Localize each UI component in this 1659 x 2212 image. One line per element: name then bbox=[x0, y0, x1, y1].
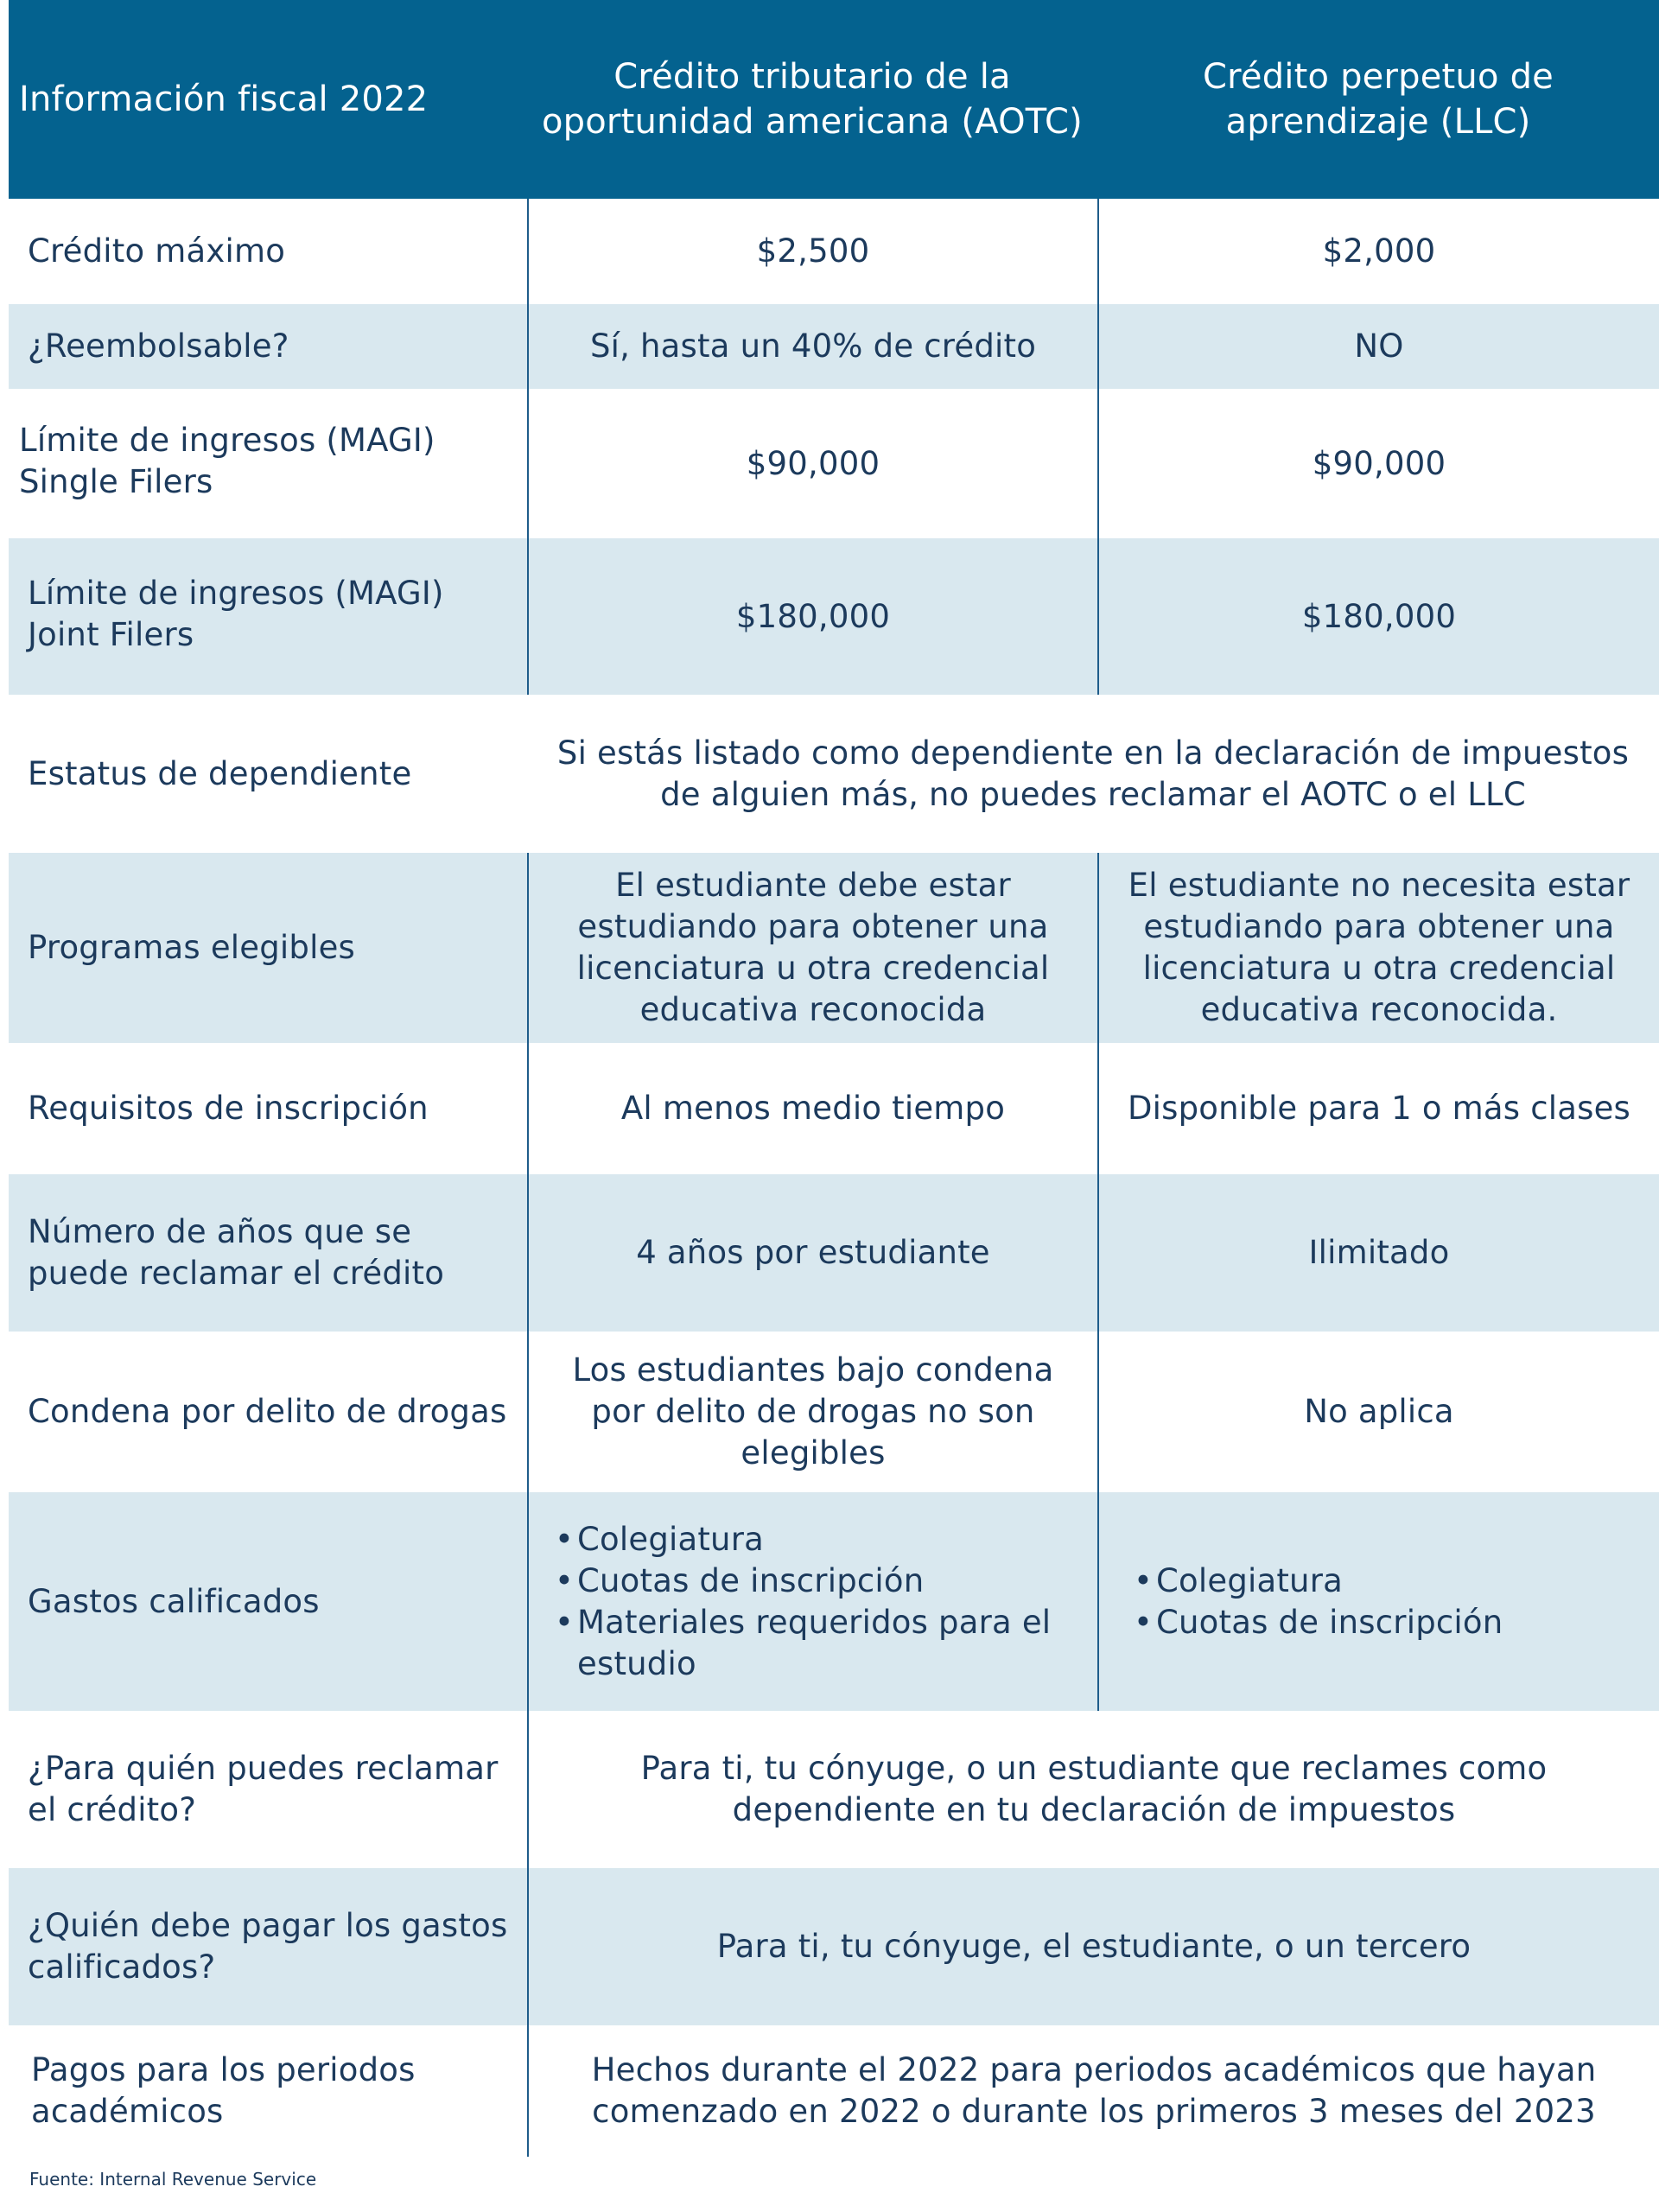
llc-value: $90,000 bbox=[1097, 389, 1659, 538]
row-label-line2: Single Filers bbox=[19, 463, 213, 500]
list-item bbox=[1134, 1602, 1645, 1643]
row-label bbox=[9, 389, 527, 538]
llc-value: El estudiante no necesita estar estudiando para obtener una licenciatura u otra credencial educativa reconocida. bbox=[1097, 853, 1659, 1043]
table-row-drogas bbox=[9, 1332, 1659, 1492]
list-item-text: Cuotas de inscripción bbox=[577, 1561, 925, 1599]
row-label: Gastos calificados bbox=[28, 1582, 320, 1620]
bullet-icon: • bbox=[1134, 1603, 1154, 1641]
aotc-bullet-list bbox=[527, 1492, 1097, 1711]
llc-value: Disponible para 1 o más clases bbox=[1097, 1043, 1659, 1174]
aotc-value: Al menos medio tiempo bbox=[527, 1043, 1097, 1174]
row-label: Estatus de dependiente bbox=[28, 754, 412, 792]
llc-value: $180,000 bbox=[1097, 538, 1659, 695]
aotc-value: Los estudiantes bajo condena por delito de drogas no son elegibles bbox=[527, 1332, 1097, 1492]
list-item bbox=[1134, 1560, 1645, 1602]
row-label: ¿Para quién puedes reclamar el crédito? bbox=[28, 1750, 499, 1828]
header-llc: Crédito perpetuo de aprendizaje (LLC) bbox=[1203, 57, 1554, 142]
aotc-value: $90,000 bbox=[527, 389, 1097, 538]
both-value: Para ti, tu cónyuge, el estudiante, o un tercero bbox=[527, 1868, 1659, 2025]
table-row-para-quien bbox=[9, 1711, 1659, 1868]
table-row-reembolsable bbox=[9, 304, 1659, 389]
table-row-inscripcion bbox=[9, 1043, 1659, 1174]
list-item-text: Colegiatura bbox=[1156, 1561, 1343, 1599]
bullet-icon: • bbox=[555, 1561, 575, 1599]
both-value: Para ti, tu cónyuge, o un estudiante que reclames como dependiente en tu declaración de impuestos bbox=[527, 1711, 1659, 1868]
table-row-limite-joint bbox=[9, 538, 1659, 695]
bullet-icon: • bbox=[1134, 1561, 1154, 1599]
llc-value: NO bbox=[1097, 304, 1659, 389]
table-row-credito-maximo bbox=[9, 199, 1659, 304]
table-header bbox=[9, 0, 1659, 199]
row-label: Crédito máximo bbox=[28, 232, 286, 270]
both-value: Hechos durante el 2022 para periodos académicos que hayan comenzado en 2022 o durante los primeros 3 meses del 2023 bbox=[527, 2025, 1659, 2157]
row-label: ¿Quién debe pagar los gastos calificados? bbox=[28, 1907, 508, 1986]
row-label: Pagos para los periodos académicos bbox=[31, 2051, 416, 2130]
list-item bbox=[555, 1602, 1084, 1685]
tax-credit-comparison-table bbox=[9, 0, 1659, 2157]
row-label-line1: Límite de ingresos (MAGI) bbox=[19, 422, 435, 459]
table-row-quien-paga bbox=[9, 1868, 1659, 2025]
header-tax-info: Información fiscal 2022 bbox=[19, 79, 429, 119]
table-row-gastos bbox=[9, 1492, 1659, 1711]
list-item bbox=[555, 1560, 1084, 1602]
row-label: Condena por delito de drogas bbox=[28, 1393, 507, 1430]
table-row-programas bbox=[9, 853, 1659, 1043]
row-label: Programas elegibles bbox=[28, 929, 356, 966]
table-row-limite-single bbox=[9, 389, 1659, 538]
aotc-value: $180,000 bbox=[527, 538, 1097, 695]
row-label: ¿Reembolsable? bbox=[28, 327, 289, 365]
header-aotc: Crédito tributario de la oportunidad americana (AOTC) bbox=[542, 57, 1083, 142]
llc-value: Ilimitado bbox=[1097, 1174, 1659, 1332]
list-item-text: Colegiatura bbox=[577, 1520, 764, 1558]
row-label-line2: Joint Filers bbox=[28, 616, 194, 653]
llc-bullet-list bbox=[1097, 1492, 1659, 1711]
bullet-icon: • bbox=[555, 1603, 575, 1641]
bullet-icon: • bbox=[555, 1520, 575, 1558]
table-row-pagos bbox=[9, 2025, 1659, 2157]
row-label-line1: Límite de ingresos (MAGI) bbox=[28, 575, 444, 612]
list-item-text: Cuotas de inscripción bbox=[1156, 1603, 1503, 1641]
list-item-text: Materiales requeridos para el estudio bbox=[577, 1603, 1052, 1682]
aotc-value: 4 años por estudiante bbox=[527, 1174, 1097, 1332]
row-label bbox=[9, 538, 527, 695]
aotc-value: Sí, hasta un 40% de crédito bbox=[527, 304, 1097, 389]
llc-value: $2,000 bbox=[1097, 199, 1659, 304]
list-item bbox=[555, 1519, 1084, 1560]
source-footnote: Fuente: Internal Revenue Service bbox=[29, 2169, 317, 2190]
row-label: Número de años que se puede reclamar el crédito bbox=[28, 1213, 445, 1292]
aotc-value: El estudiante debe estar estudiando para obtener una licenciatura u otra credencial educativa reconocida bbox=[527, 853, 1097, 1043]
llc-value: No aplica bbox=[1097, 1332, 1659, 1492]
row-label: Requisitos de inscripción bbox=[28, 1090, 429, 1127]
both-value: Si estás listado como dependiente en la declaración de impuestos de alguien más, no puedes reclamar el AOTC o el LLC bbox=[556, 734, 1630, 813]
aotc-value: $2,500 bbox=[527, 199, 1097, 304]
table-row-estatus bbox=[9, 695, 1659, 853]
table-row-anos bbox=[9, 1174, 1659, 1332]
